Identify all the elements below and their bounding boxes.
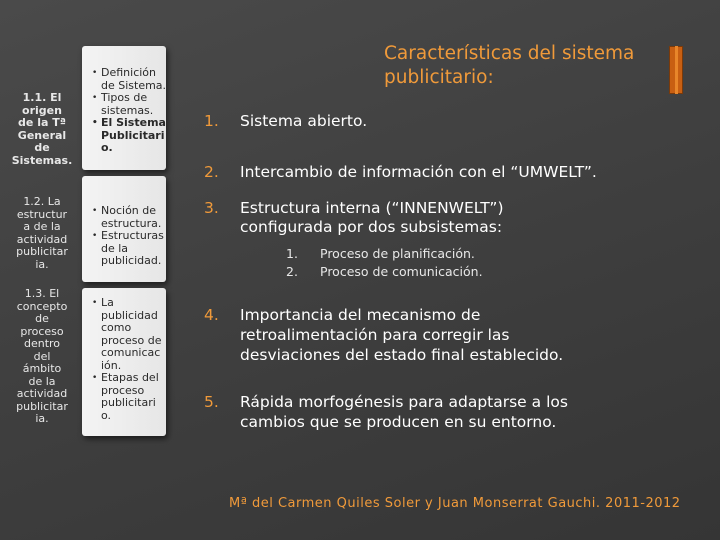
- item-text-line-1: Importancia del mecanismo de: [240, 306, 481, 324]
- item-text: Intercambio de información con el “UMWELT”.: [240, 163, 597, 181]
- sub-item-text: Proceso de planificación.: [320, 246, 475, 261]
- item-number: 3.: [204, 199, 219, 217]
- list-item: • Etapas del proceso publicitari o.: [92, 372, 162, 422]
- list-item: • Tipos de sistemas.: [92, 92, 166, 117]
- list-item: • Noción de estructura.: [92, 205, 164, 230]
- list-item: • La publicidad como proceso de comunicac ión.: [92, 297, 162, 372]
- sub-item-number: 2.: [286, 264, 298, 279]
- title-accent-stripe: [675, 46, 678, 94]
- sidebar-card-2-content: [92, 205, 164, 268]
- sub-item-number: 1.: [286, 246, 298, 261]
- item-text-line-1: Estructura interna (“INNENWELT”): [240, 199, 504, 217]
- sidebar-card-1-content: [92, 67, 166, 155]
- sub-item-text: Proceso de comunicación.: [320, 264, 483, 279]
- item-number: 2.: [204, 163, 219, 181]
- title-line-1: Características del sistema: [384, 43, 635, 64]
- item-number: 5.: [204, 393, 219, 411]
- sidebar-block-1-label: 1.1. El origen de la Tª General de Sistemas.: [11, 91, 73, 167]
- footer-credit: Mª del Carmen Quiles Soler y Juan Monserrat Gauchi. 2011-2012: [229, 496, 681, 511]
- item-text: Sistema abierto.: [240, 112, 368, 130]
- item-text-line-2: cambios que se producen en su entorno.: [240, 413, 557, 431]
- title-line-2: publicitario:: [384, 67, 494, 88]
- list-item: • Definición de Sistema.: [92, 67, 166, 92]
- item-text-line-2: configurada por dos subsistemas:: [240, 218, 503, 236]
- item-number: 4.: [204, 306, 219, 324]
- sidebar-block-3-label: 1.3. El concepto de proceso dentro del ámbito de la actividad publicitar ia.: [16, 287, 68, 425]
- sidebar-block-2-label: 1.2. La estructur a de la actividad publicitar ia.: [16, 195, 68, 271]
- sidebar-card-3-content: [92, 297, 162, 422]
- item-text-line-3: desviaciones del estado final establecido.: [240, 346, 564, 364]
- slide-title: [384, 42, 674, 90]
- list-item: • Estructuras de la publicidad.: [92, 230, 164, 268]
- item-number: 1.: [204, 112, 219, 130]
- item-text-line-1: Rápida morfogénesis para adaptarse a los: [240, 393, 568, 411]
- item-text-line-2: retroalimentación para corregir las: [240, 326, 510, 344]
- list-item: • El Sistema Publicitari o.: [92, 117, 166, 155]
